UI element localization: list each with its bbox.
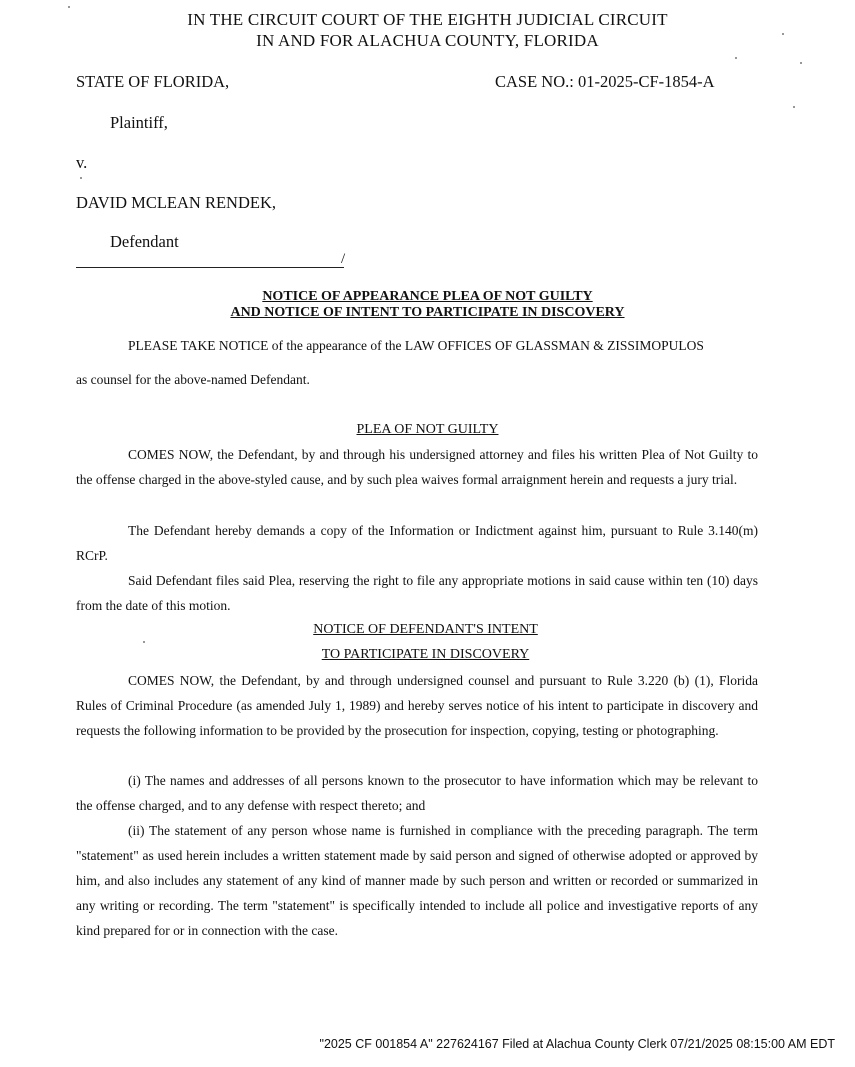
plea-paragraph-3: Said Defendant files said Plea, reserving the right to file any appropriate motions in said cause within ten (10) days from the date of this motion. bbox=[76, 573, 758, 613]
defendant-name: DAVID MCLEAN RENDEK, bbox=[76, 193, 276, 212]
defendant-role: Defendant bbox=[110, 232, 179, 251]
plaintiff-role: Plaintiff, bbox=[110, 113, 168, 132]
case-number: CASE NO.: 01-2025-CF-1854-A bbox=[495, 72, 715, 91]
scan-speck bbox=[143, 641, 145, 643]
scan-speck bbox=[80, 177, 82, 179]
appearance-paragraph-cont: as counsel for the above-named Defendant. bbox=[76, 372, 310, 387]
appearance-paragraph: PLEASE TAKE NOTICE of the appearance of the LAW OFFICES OF GLASSMAN & ZISSIMOPULOS bbox=[128, 338, 704, 353]
caption-signature-line bbox=[76, 267, 344, 268]
court-header-line2: IN AND FOR ALACHUA COUNTY, FLORIDA bbox=[256, 31, 599, 50]
discovery-item-1: (i) The names and addresses of all persons known to the prosecutor to have information which may be relevant to the offense charged, and to any defense with respect thereto; and bbox=[76, 773, 758, 813]
scan-speck bbox=[735, 57, 737, 59]
versus: v. bbox=[76, 153, 88, 172]
caption-slash: / bbox=[341, 251, 346, 267]
discovery-item-2: (ii) The statement of any person whose name is furnished in compliance with the preceding paragraph. The term "statement" as used herein includes a written statement made by said person and signed of otherwise adopted or approved by him, and also includes any statement of any kind of manner made by such person and written or recorded or summarized in any writing or recording. The term "statement" is specifically intended to include all police and investigative reports of any kind prepared for or in connection with the case. bbox=[76, 823, 758, 938]
court-header-line1: IN THE CIRCUIT COURT OF THE EIGHTH JUDICIAL CIRCUIT bbox=[187, 10, 668, 29]
plea-paragraph-2: The Defendant hereby demands a copy of the Information or Indictment against him, pursuant to Rule 3.140(m) RCrP. bbox=[76, 523, 758, 563]
discovery-paragraph-1: COMES NOW, the Defendant, by and through undersigned counsel and pursuant to Rule 3.220 (b) (1), Florida Rules of Criminal Procedure (as amended July 1, 1989) and hereby serves notice of his intent to participate in discovery and requests the following information to be provided by the prosecution for inspection, copying, testing or photographing. bbox=[76, 673, 758, 738]
plea-heading: PLEA OF NOT GUILTY bbox=[356, 422, 499, 437]
scan-speck bbox=[782, 33, 784, 35]
plea-paragraph-1: COMES NOW, the Defendant, by and through his undersigned attorney and files his written Plea of Not Guilty to the offense charged in the above-styled cause, and by such plea waives formal arraignment herein and requests a jury trial. bbox=[76, 447, 758, 487]
document-title-line1: NOTICE OF APPEARANCE PLEA OF NOT GUILTY bbox=[262, 289, 593, 304]
document-title-line2: AND NOTICE OF INTENT TO PARTICIPATE IN DISCOVERY bbox=[230, 305, 625, 320]
filing-stamp: "2025 CF 001854 A" 227624167 Filed at Alachua County Clerk 07/21/2025 08:15:00 AM EDT bbox=[319, 1037, 835, 1051]
scan-speck bbox=[68, 6, 70, 8]
discovery-heading-line1: NOTICE OF DEFENDANT'S INTENT bbox=[313, 622, 538, 637]
scan-speck bbox=[793, 106, 795, 108]
discovery-heading-line2: TO PARTICIPATE IN DISCOVERY bbox=[321, 647, 530, 662]
plaintiff-name: STATE OF FLORIDA, bbox=[76, 72, 230, 91]
scan-speck bbox=[800, 62, 802, 64]
